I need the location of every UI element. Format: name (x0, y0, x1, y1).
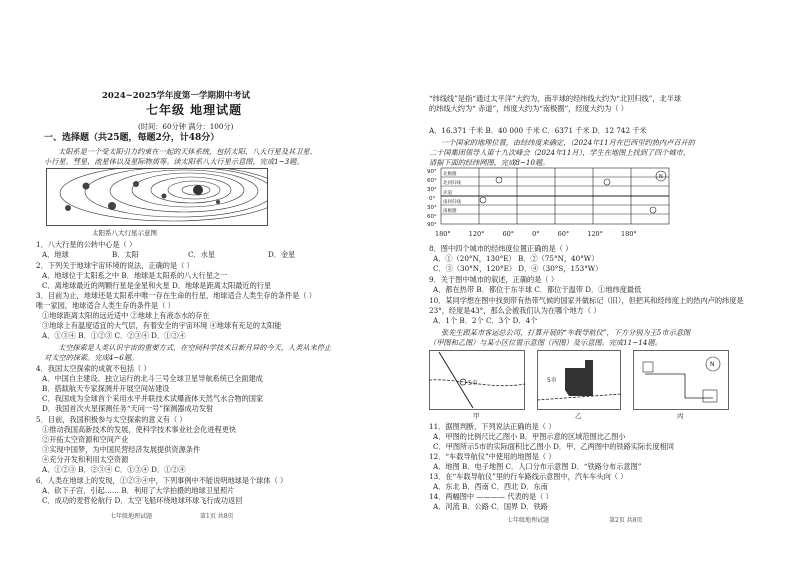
passage-line: 小行星、彗星、流星体以及星际物质等。读太阳系八大行星示意图，完成1~3题。 (44, 157, 304, 166)
option-c[interactable]: C．水星 (188, 250, 216, 259)
figure-label-yi: 乙 (575, 412, 582, 420)
lat-label: 90° (427, 169, 437, 175)
question-5: 5．目前，我国积极参与太空探索的意义有（ ） (36, 415, 187, 424)
passage-line: 张先生跟某市客运总公司，打算开展的“车载导航仪”，下方分别为王5市示意图 (441, 328, 691, 337)
map-bing-figure (633, 350, 729, 410)
passage-line: 二十国集团领导人第十九次峰会（2024年11月），学生在地图上找到了四个城市， (429, 148, 691, 157)
passage-line: 太空探索是人类认识宇宙的重要方式，在空间科学技术日新月异的今天，人类从未停止 (58, 343, 332, 352)
options-cd[interactable]: C．③（30°N，120°E） D．④（30°S，153°W） (433, 264, 603, 273)
figure-label-jia: 甲 (473, 412, 480, 420)
lon-label: 120° (468, 230, 485, 238)
planet-icon (83, 183, 90, 190)
options-ab[interactable]: A．甲图的比例尺比乙图小 B．甲图示意的区域范围比乙图小 (433, 432, 626, 441)
question-4: 4．我国太空探索的成就不包括（ ） (36, 364, 151, 373)
options-cd[interactable]: C．甲图所示5市的实际面积比乙图小 D．甲、乙两图中的铁路实际长度相同 (433, 442, 674, 451)
lat-lon-grid-map (425, 166, 687, 230)
planet-icon (216, 200, 220, 204)
north-arrow-icon (656, 171, 666, 181)
figure-caption: 太阳系八大行星示意图 (92, 229, 157, 237)
question-10-line: 23°，经度是43°，那么会被我们认为在哪个地方（ ） (429, 306, 601, 315)
page-number: 第2页 共8页 (609, 517, 643, 524)
option-d[interactable]: D．金星 (268, 250, 296, 259)
svg-text:N: N (710, 361, 715, 368)
exam-year-title: 2024~2025学年度第一学期期中考试 (102, 91, 250, 101)
exam-page-right (397, 0, 794, 561)
lat-label: 90° (427, 222, 437, 228)
statement: ①地球距离太阳的远近适中 ②地球上有液态水的存在 (42, 311, 210, 320)
options-ab[interactable]: A．地球位于太阳系之中 B．地球是太阳系的八大行星之一 (42, 271, 228, 280)
map-label: 南回归线 (443, 200, 461, 205)
question-7: “纬线线”是指“通过太平洋”大约为，南半球的经纬线大约为“北回归线”，北半球 (429, 94, 682, 103)
question-2: 2．下列关于地球宇宙环境的说法，正确的是（ ） (36, 261, 194, 270)
options-ab[interactable]: A．砍下子宫，引起…… B．利用了大学拍摄的地球卫星照片 (42, 486, 235, 495)
planet-icon (162, 194, 167, 199)
question-14: 14．两幅图中 ———— 代表的是（ ） (429, 492, 553, 501)
footer-label: 七年级地理试题 (110, 513, 153, 520)
question-3: 3．目前为止，地球还是太阳系中唯一存在生命的行星，地球适合人类生存的条件是（ ） (36, 291, 316, 300)
option-a[interactable]: A．地球 (42, 250, 69, 259)
sun-icon (193, 185, 203, 195)
city-marker-1 (496, 177, 502, 183)
question-8: 8．图中四个城市的经纬度位置正确的是（ ） (429, 244, 573, 253)
city-label: 5市 (468, 380, 478, 387)
options[interactable]: A．①③④ B．①②③ C．②③④ D．①②④ (42, 331, 186, 340)
lon-label: 180° (435, 230, 451, 238)
map-label: 北回归线 (443, 181, 461, 186)
option-c[interactable]: C．我国成为全球首个采用水平并联技术试爆液体天然气水合物的国家 (42, 394, 264, 403)
exam-subject-title: 七年级 地理试题 (146, 103, 243, 117)
city-marker-3 (604, 179, 610, 185)
statement: ②开拓太空资源和空间产业 (42, 435, 129, 444)
option-b[interactable]: B．搭载航天专家探测并开展空间站建设 (42, 384, 170, 393)
question-11: 11．据图判断，下列说法正确的是（ ） (429, 422, 556, 431)
passage-line: 对太空的探索。完成4~6题。 (44, 353, 139, 362)
question-3-line: 唯一家园，地球适合人类生存的条件是（ ） (36, 301, 175, 310)
exam-info: (时间：60分钟 满分：100分) (138, 122, 234, 131)
lon-label: 180° (620, 230, 637, 238)
lat-label: 60° (427, 178, 437, 184)
question-13: 13．在“车载导航仪”里的行车路线示意图中，汽车车头向（ ） (429, 472, 628, 481)
city-label: 5市 (547, 377, 557, 384)
question-12: 12．“车载导航仪”中使用的地图是（ ） (429, 452, 556, 461)
question-6: 6．人类在地球上的发现，①②③④中，下列事例中不能说明地球是个球体（ ） (36, 476, 288, 485)
map-label: 南极圈 (443, 209, 457, 214)
lon-label: 60° (502, 230, 515, 238)
passage-line: 太阳系是一个受太阳引力约束在一起的天体系统，包括太阳、八大行星及其卫星、 (58, 147, 317, 156)
city-marker-2 (480, 197, 486, 203)
option-b[interactable]: B．太阳 (112, 250, 139, 259)
options[interactable]: A．东北 B．西南 C．西北 D．东南 (433, 482, 548, 491)
lon-label: 60° (557, 230, 570, 238)
options[interactable]: A．都在热带 B．都位于东半球 C．都位于温带 D．①地纬度最低 (433, 285, 642, 294)
lon-label: 120° (587, 230, 603, 238)
planet-icon (133, 181, 139, 187)
lat-label: 0° (429, 196, 436, 202)
page-number: 第1页 共8页 (200, 513, 234, 520)
statement: ①推动我国高新技术的发展，使科学技术事业社会化进程更快 (42, 425, 237, 434)
solar-system-figure (46, 168, 268, 226)
figure-label-bing: 丙 (677, 412, 684, 420)
map-label: 赤道 (443, 191, 452, 196)
statement: ③实现中国梦，为中国民营经济发展提供资源条件 (42, 445, 201, 454)
lat-label: 30° (427, 205, 437, 211)
section-heading: 一、选择题（共25题，每题2分，计48分） (44, 133, 220, 143)
lat-label: 60° (427, 214, 437, 220)
question-7-line: 的纬线大约为“ 赤道”，纬度大约为“南极圈”，经度大约为（ ） (429, 104, 628, 113)
options[interactable]: A．16.371 千米 B．40 000 千米 C．6371 千米 D．12 742 千米 (429, 126, 647, 135)
options[interactable]: A．①②③ B．②③④ C．①③④ D．①②④ (42, 465, 186, 474)
lon-label: 0° (532, 230, 540, 238)
options[interactable]: A．地图 B．电子地图 C．人口分布示意图 D．“铁路分布示意图” (433, 462, 642, 471)
statement: ④充分开发和利用太空资源 (42, 455, 129, 464)
options[interactable]: A．河流 B．公路 C．国界 D．铁路 (433, 502, 548, 511)
passage-line: 一个国家的地理位置，由经纬度来确定，（2024年11月在巴西里约热内卢召开的 (441, 138, 695, 147)
option-d[interactable]: D．我国首次火星探测任务“天问一号”探测器成功发射 (42, 404, 214, 413)
svg-text:N: N (659, 174, 663, 180)
map-yi-figure (537, 350, 621, 410)
options[interactable]: A．1个 B．2个 C．3个 D．4个 (433, 316, 538, 325)
option-a[interactable]: A．中国自主建设、独立运行的北斗三号全球卫星导航系统已全面建成 (42, 374, 263, 383)
options-cd[interactable]: C．离地球最近的两颗行星是金星和火星 D．地球是距离太阳最近的行星 (42, 281, 272, 290)
passage-line: 请据下面的经纬网图，完成8~10题。 (429, 158, 550, 167)
lat-label: 30° (427, 187, 437, 193)
lon-labels (435, 230, 637, 239)
options-ab[interactable]: A．①（20°N，130°E） B．②（75°N，40°W） (433, 254, 599, 263)
planet-icon (108, 202, 116, 210)
passage-line: （甲图和乙图）与某小区位置示意图（丙图）及示意图。完成11~14题。 (429, 338, 662, 347)
options-cd[interactable]: C．成功的麦哲伦航行 D．太空飞船环绕地球环球飞行成功返回 (42, 496, 243, 505)
footer-label: 七年级地理试题 (507, 517, 550, 524)
map-label: 北极圈 (443, 172, 457, 177)
city-marker-4 (650, 207, 656, 213)
map-jia-figure (429, 350, 525, 410)
statement: ③地球上有温度适宜的大气层，有着安全的宇宙环境 ④地球有充足的太阳能 (42, 321, 282, 330)
question-1: 1．八大行星的公转中心是（ ） (36, 240, 137, 249)
question-9: 9．关于图中城市的叙述，正确的是（ ） (429, 275, 559, 284)
planet-icon (65, 205, 71, 211)
question-10: 10．某同学想在图中找到带有热带气候的国家并做标记（旧），但把其和经纬度上的热内卢的纬度是 (429, 296, 744, 305)
